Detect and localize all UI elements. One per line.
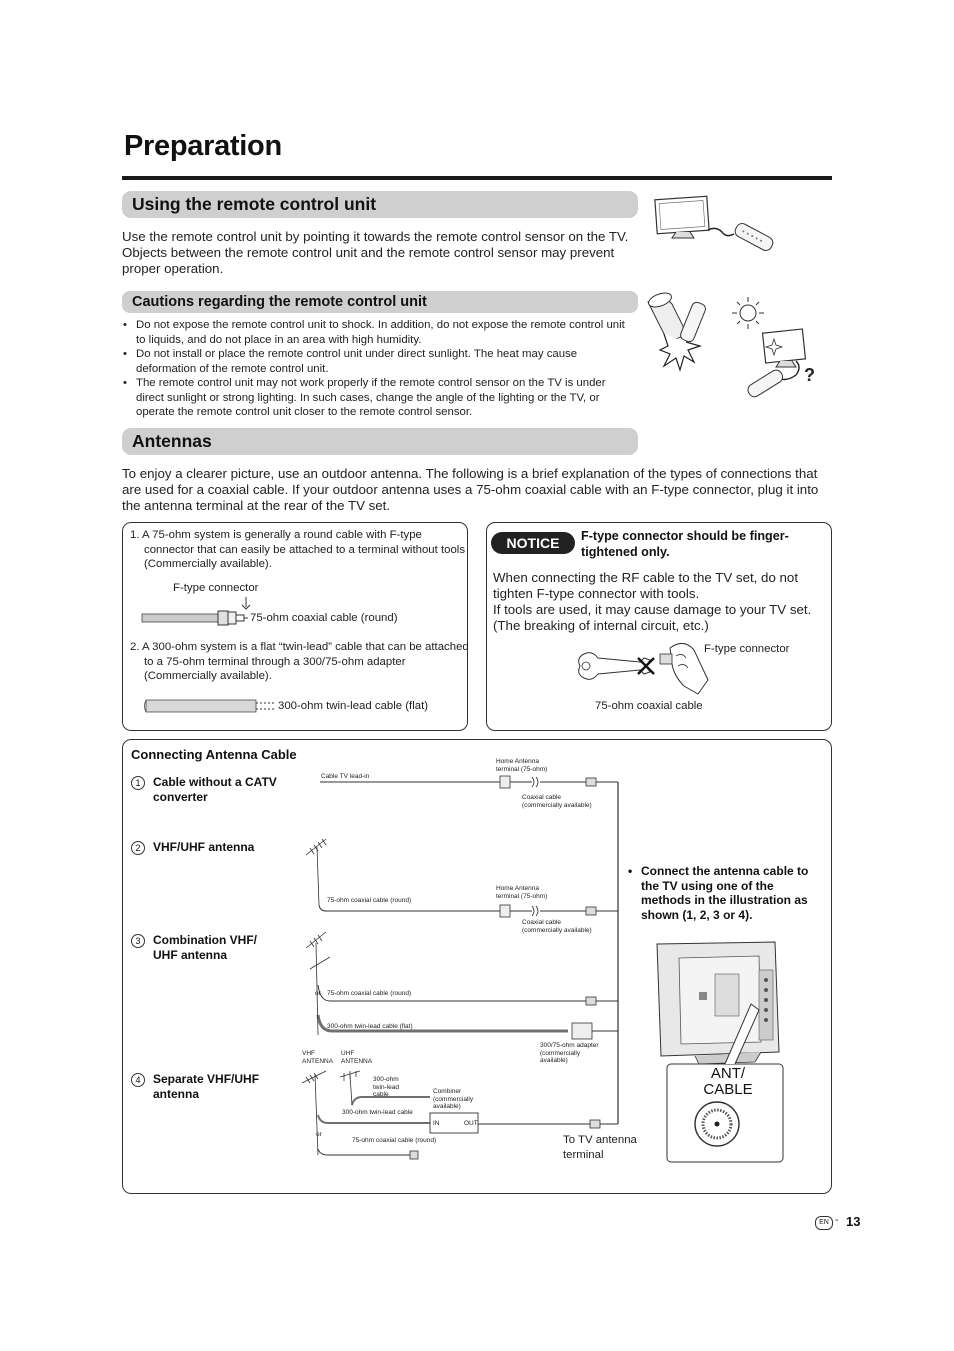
connecting-heading: Connecting Antenna Cable — [131, 747, 297, 762]
twin-lead-cable-drawing — [144, 697, 279, 715]
combiner-in-label: IN — [433, 1120, 440, 1127]
ant-cable-label: ANT/ CABLE — [703, 1065, 753, 1098]
coax-round-label: 75-ohm coaxial cable (round) — [250, 612, 398, 624]
caution-item: • Do not install or place the remote control unit under direct sunlight. The heat may cause deformation of the remote control unit. — [122, 347, 630, 376]
notice-heading: F-type connector should be finger-tightened only. — [581, 529, 789, 559]
wrench-prohibited-illustration — [574, 636, 714, 698]
method-label: Cable without a CATV converter — [153, 775, 277, 804]
home-antenna-terminal-label-2: Home Antenna terminal (75-ohm) — [496, 885, 548, 900]
note-num: 3 — [713, 907, 720, 922]
coax-round-label-2: 75-ohm coaxial cable (round) — [327, 897, 412, 904]
cautions-list — [122, 318, 630, 420]
adapter-label: 300/75-ohm adapter (commercially available) — [540, 1042, 599, 1064]
notice-body-1: When connecting the RF cable to the TV set, do not tighten F-type connector with tools. — [493, 570, 799, 601]
coaxial-cable-label-2: Coaxial cable (commercially available) — [522, 919, 592, 934]
f-type-connector-label: F-type connector — [173, 582, 259, 594]
twin-flat-label: 300-ohm twin-lead cable (flat) — [327, 1023, 413, 1030]
combiner-label: Combiner (commercially available) — [433, 1088, 474, 1110]
connect-note-text: Connect the antenna cable to the TV using one of the methods in the illustration as shown ( — [641, 864, 809, 922]
method-number: 4 — [131, 1073, 145, 1087]
caution-item: • Do not expose the remote control unit to shock. In addition, do not expose the remote control unit to liquids, and do not place in an area with high humidity. — [122, 318, 630, 347]
item-75-ohm: 1. A 75-ohm system is generally a round cable with F-type connector that can easily be attached to a terminal without tools (Commercially available). — [130, 529, 466, 570]
title-rule — [122, 176, 832, 180]
notice-badge: NOTICE — [491, 532, 575, 554]
method-2 — [131, 840, 301, 855]
svg-text:?: ? — [804, 365, 815, 385]
caution-item: • The remote control unit may not work properly if the remote control sensor on the TV is under direct sunlight or strong lighting. In such cases, change the angle of the lighting or the TV, or operate the remote control unit closer to the remote control sensor. — [122, 376, 630, 420]
coax-round-label-3: 75-ohm coaxial cable (round) — [327, 990, 412, 997]
note-num: 4 — [738, 907, 746, 922]
method-number: 3 — [131, 934, 145, 948]
method-label: Separate VHF/UHF antenna — [153, 1072, 260, 1101]
cautions-heading: Cautions regarding the remote control unit — [122, 291, 638, 313]
home-antenna-terminal-label: Home Antenna terminal (75-ohm) — [496, 758, 548, 773]
combiner-out-label: OUT — [464, 1120, 478, 1127]
antennas-intro: To enjoy a clearer picture, use an outdoor antenna. The following is a brief explanation of the types of connections that are used for a coaxial cable. If your outdoor antenna uses a 75-ohm coaxial cable with an F-type connector, plug it into the antenna terminal at the rear of the TV set. — [122, 466, 819, 513]
tv-rear-illustration — [655, 940, 785, 1165]
tv-remote-illustration — [650, 192, 780, 272]
method-1 — [131, 775, 301, 804]
page-title: Preparation — [124, 130, 282, 162]
remote-intro: Use the remote control unit by pointing it towards the remote control sensor on the TV. Objects between the remote control unit and the remote control sensor may prevent proper operation. — [122, 229, 629, 276]
cable-tv-lead-in-label: Cable TV lead-in — [321, 773, 370, 780]
note-num: 2 — [699, 907, 707, 922]
section-heading-remote: Using the remote control unit — [122, 191, 638, 218]
notice-body-2: If tools are used, it may cause damage to your TV set. (The breaking of internal circuit, etc.) — [493, 602, 812, 633]
twin-lead-300-label-2: 300-ohm twin-lead cable — [342, 1109, 413, 1116]
note-num: 1 — [686, 907, 694, 922]
method-label: VHF/UHF antenna — [153, 840, 255, 854]
vhf-antenna-label: VHF ANTENNA — [302, 1050, 334, 1065]
note-end: ). — [745, 907, 753, 922]
language-badge: EN — [815, 1216, 833, 1230]
method-label: Combination VHF/ UHF antenna — [153, 933, 257, 962]
page-number: 13 — [846, 1214, 861, 1229]
twin-lead-300-label: 300-ohm twin-lead cable — [373, 1076, 400, 1098]
or-label: or — [315, 990, 321, 997]
uhf-antenna-label: UHF ANTENNA — [341, 1050, 373, 1065]
twin-lead-label: 300-ohm twin-lead cable (flat) — [278, 700, 429, 712]
to-tv-antenna-terminal-label: To TV antenna terminal — [563, 1134, 637, 1161]
coax-round-cable-drawing — [140, 595, 250, 635]
coaxial-cable-label: Coaxial cable (commercially available) — [522, 794, 592, 809]
note-or: or — [723, 907, 736, 922]
item-300-ohm: 2. A 300-ohm system is a flat “twin-lead” cable that can be attached to a 75-ohm terminal through a 300/75-ohm adapter (Commercially available). — [130, 641, 469, 682]
section-heading-antennas: Antennas — [122, 428, 638, 455]
or-label-2: or — [316, 1131, 322, 1138]
connect-note: • Connect the antenna cable to the TV using one of the methods in the illustration as shown (1, 2, 3 or 4). — [628, 864, 809, 922]
method-4 — [131, 1072, 301, 1101]
method-number: 2 — [131, 841, 145, 855]
sunlight-illustration — [730, 295, 825, 415]
method-3 — [131, 933, 301, 962]
coax-round-label-4: 75-ohm coaxial cable (round) — [352, 1137, 437, 1144]
remote-shock-illustration — [642, 290, 722, 375]
notice-coax-label: 75-ohm coaxial cable — [595, 700, 703, 712]
method-number: 1 — [131, 776, 145, 790]
notice-f-type-label: F-type connector — [704, 643, 790, 655]
